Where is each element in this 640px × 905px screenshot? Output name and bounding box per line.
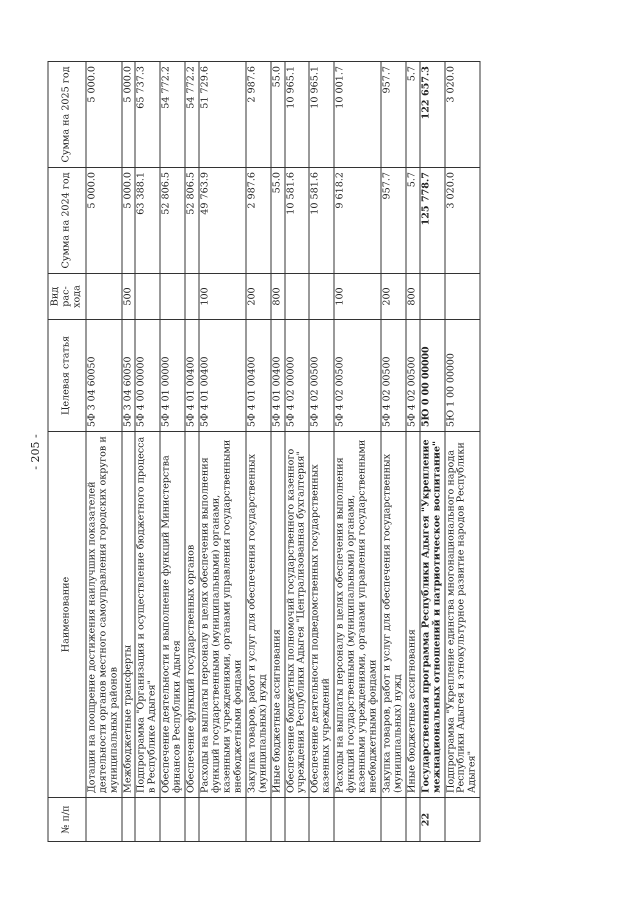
- row-sum-2024: 3 020.0: [445, 168, 481, 274]
- row-number: [86, 798, 122, 842]
- row-name: Закупка товаров, работ и услуг для обеспечения государственных (муниципальных) нужд: [246, 432, 271, 798]
- row-number: [199, 798, 246, 842]
- row-sum-2025: 5 000.0: [122, 62, 136, 168]
- row-name: Иные бюджетные ассигнования: [406, 432, 420, 798]
- row-target-article: 5Ф 3 04 60050: [86, 320, 122, 432]
- budget-table: [48, 61, 481, 842]
- row-target-article: 5Ф 4 02 00500: [406, 320, 420, 432]
- row-sum-2024: 10 581.6: [285, 168, 310, 274]
- row-sum-2024: 2 987.6: [246, 168, 271, 274]
- row-number: [246, 798, 271, 842]
- table-header-row: [48, 62, 86, 842]
- row-expense-type: 100: [199, 274, 246, 320]
- row-sum-2025: 5 000.0: [86, 62, 122, 168]
- table-row: [86, 62, 122, 842]
- row-number: [160, 798, 185, 842]
- row-target-article: 5Ф 3 04 60050: [122, 320, 136, 432]
- header-number: № п/п: [48, 798, 86, 842]
- table-row: [122, 62, 136, 842]
- row-sum-2024: 5 000.0: [86, 168, 122, 274]
- row-name: Межбюджетные трансферты: [122, 432, 136, 798]
- row-target-article: 5Ф 4 02 00500: [381, 320, 406, 432]
- row-number: [445, 798, 481, 842]
- page-number: - 205 -: [29, 434, 43, 470]
- table-row: [285, 62, 310, 842]
- table-row: [135, 62, 160, 842]
- row-expense-type: 800: [271, 274, 285, 320]
- row-name: Обеспечение деятельности подведомственных государственных казенных учреждений: [309, 432, 334, 798]
- row-expense-type: 800: [406, 274, 420, 320]
- row-expense-type: [185, 274, 199, 320]
- table-row: [185, 62, 199, 842]
- row-name: Государственная программа Республики Адыгея "Укрепление межнациональных отношений и патриотическое воспитание": [420, 432, 445, 798]
- row-number: [185, 798, 199, 842]
- row-sum-2025: 54 772.2: [185, 62, 199, 168]
- header-name: Наименование: [48, 432, 86, 798]
- row-expense-type: [445, 274, 481, 320]
- row-target-article: 5Ф 4 00 00000: [135, 320, 160, 432]
- row-expense-type: [86, 274, 122, 320]
- row-name: Обеспечение деятельности и выполнение функций Министерства финансов Республики Адыгея: [160, 432, 185, 798]
- row-sum-2025: 55.0: [271, 62, 285, 168]
- row-target-article: 5Ф 4 02 00500: [309, 320, 334, 432]
- row-name: Дотации на поощрение достижения наилучших показателей деятельности органов местного самоуправления городских округов и муниципальных районов: [86, 432, 122, 798]
- table-body: [86, 62, 481, 842]
- row-sum-2025: 122 657.3: [420, 62, 445, 168]
- row-sum-2025: 54 772.2: [160, 62, 185, 168]
- row-number: [406, 798, 420, 842]
- row-expense-type: 200: [246, 274, 271, 320]
- row-number: 22: [420, 798, 445, 842]
- row-sum-2025: 51 729.6: [199, 62, 246, 168]
- row-name: Иные бюджетные ассигнования: [271, 432, 285, 798]
- row-name: Расходы на выплаты персоналу в целях обеспечения выполнения функций государственными (муниципальными) органами, казенными учреждениями, органами управления государственными внебюджетными фондами: [334, 432, 381, 798]
- row-name: Подпрограмма "Организация и осуществление бюджетного процесса в Республике Адыгея": [135, 432, 160, 798]
- row-sum-2025: 2 987.6: [246, 62, 271, 168]
- table-row: [199, 62, 246, 842]
- table-row: [160, 62, 185, 842]
- row-target-article: 5Ф 4 02 00500: [334, 320, 381, 432]
- row-sum-2025: 5.7: [406, 62, 420, 168]
- row-name: Расходы на выплаты персоналу в целях обеспечения выполнения функций государственными (муниципальными) органами, казенными учреждениями, органами управления государственными внебюджетными фондами: [199, 432, 246, 798]
- row-target-article: 5Ю 0 00 00000: [420, 320, 445, 432]
- row-target-article: 5Ю 1 00 00000: [445, 320, 481, 432]
- row-number: [381, 798, 406, 842]
- table-row: [420, 62, 445, 842]
- row-expense-type: [420, 274, 445, 320]
- row-sum-2025: 957.7: [381, 62, 406, 168]
- row-target-article: 5Ф 4 02 00000: [285, 320, 310, 432]
- row-sum-2025: 10 001.7: [334, 62, 381, 168]
- row-number: [309, 798, 334, 842]
- row-sum-2024: 49 763.9: [199, 168, 246, 274]
- table-row: [246, 62, 271, 842]
- table-row: [334, 62, 381, 842]
- row-sum-2025: 65 737.3: [135, 62, 160, 168]
- row-expense-type: 500: [122, 274, 136, 320]
- row-number: [135, 798, 160, 842]
- table-row: [271, 62, 285, 842]
- row-target-article: 5Ф 4 01 00400: [185, 320, 199, 432]
- row-expense-type: [285, 274, 310, 320]
- row-target-article: 5Ф 4 01 00000: [160, 320, 185, 432]
- row-sum-2025: 10 965.1: [285, 62, 310, 168]
- header-target-article: Целевая статья: [48, 320, 86, 432]
- table-row: [445, 62, 481, 842]
- row-number: [285, 798, 310, 842]
- row-sum-2024: 957.7: [381, 168, 406, 274]
- row-sum-2024: 125 778.7: [420, 168, 445, 274]
- row-sum-2024: 5 000.0: [122, 168, 136, 274]
- row-sum-2024: 52 806.5: [185, 168, 199, 274]
- row-number: [334, 798, 381, 842]
- row-sum-2025: 3 020.0: [445, 62, 481, 168]
- row-number: [271, 798, 285, 842]
- row-target-article: 5Ф 4 01 00400: [246, 320, 271, 432]
- rotated-page-content: [48, 62, 593, 842]
- row-sum-2024: 52 806.5: [160, 168, 185, 274]
- header-sum-2025: Сумма на 2025 год: [48, 62, 86, 168]
- row-name: Обеспечение бюджетных полномочий государственного казенного учреждения Республики Адыгея "Централизованная бухгалтерия": [285, 432, 310, 798]
- row-sum-2024: 9 618.2: [334, 168, 381, 274]
- table-row: [406, 62, 420, 842]
- row-target-article: 5Ф 4 01 00400: [199, 320, 246, 432]
- row-sum-2024: 5.7: [406, 168, 420, 274]
- row-sum-2024: 55.0: [271, 168, 285, 274]
- header-sum-2024: Сумма на 2024 год: [48, 168, 86, 274]
- table-row: [309, 62, 334, 842]
- row-expense-type: 100: [334, 274, 381, 320]
- row-name: Закупка товаров, работ и услуг для обеспечения государственных (муниципальных) нужд: [381, 432, 406, 798]
- row-sum-2024: 63 388.1: [135, 168, 160, 274]
- table-row: [381, 62, 406, 842]
- row-sum-2024: 10 581.6: [309, 168, 334, 274]
- row-target-article: 5Ф 4 01 00400: [271, 320, 285, 432]
- row-expense-type: [135, 274, 160, 320]
- row-name: Подпрограмма "Укрепление единства многонационального народа Республики Адыгея и этнокультурное развитие народов Республики Адыгея": [445, 432, 481, 798]
- header-expense-type: Вид рас-хода: [48, 274, 86, 320]
- row-name: Обеспечение функций государственных органов: [185, 432, 199, 798]
- row-sum-2025: 10 965.1: [309, 62, 334, 168]
- row-number: [122, 798, 136, 842]
- row-expense-type: [160, 274, 185, 320]
- row-expense-type: 200: [381, 274, 406, 320]
- row-expense-type: [309, 274, 334, 320]
